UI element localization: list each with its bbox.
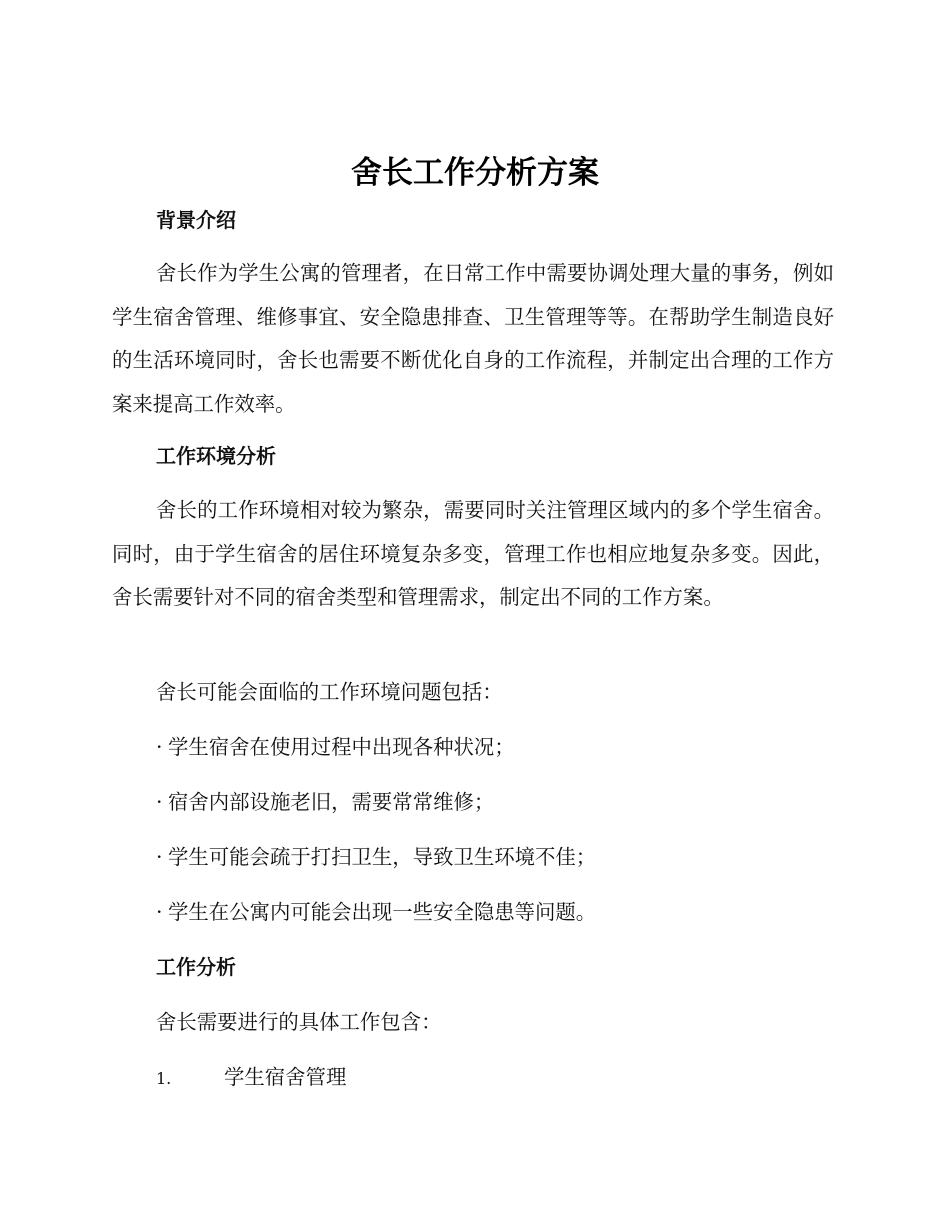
item-text: 学生宿舍管理 (224, 1065, 347, 1089)
list-item (156, 787, 494, 817)
environment-paragraph: 舍长的工作环境相对较为繁杂，需要同时关注管理区域内的多个学生宿舍。同时，由于学生宿舍的居住环境复杂多变，管理工作也相应地复杂多变。因此，舍长需要针对不同的宿舍类型和管理需求，制定出不同的工作方案。 (112, 498, 834, 609)
bullet-mark: · (156, 845, 163, 869)
section-heading-work: 工作分析 (156, 955, 236, 979)
document-title: 舍长工作分析方案 (351, 155, 599, 191)
bullet-mark: · (156, 900, 163, 924)
bullet-text: 宿舍内部设施老旧，需要常常维修； (168, 790, 495, 814)
list-item (156, 897, 596, 927)
list-item (156, 842, 596, 872)
section-heading-environment: 工作环境分析 (156, 444, 276, 468)
section-heading-background: 背景介绍 (156, 208, 236, 232)
bullet-mark: · (156, 735, 163, 759)
item-number: 1. (156, 1069, 172, 1088)
bullet-text: 学生宿舍在使用过程中出现各种状况； (168, 735, 515, 759)
numbered-item (156, 1062, 346, 1094)
background-paragraph: 舍长作为学生公寓的管理者，在日常工作中需要协调处理大量的事务，例如学生宿舍管理、维修事宜、安全隐患排查、卫生管理等等。在帮助学生制造良好的生活环境同时，舍长也需要不断优化自身的工作流程，并制定出合理的工作方案来提高工作效率。 (112, 261, 834, 416)
bullet-text: 学生可能会疏于打扫卫生，导致卫生环境不佳； (168, 845, 597, 869)
work-intro: 舍长需要进行的具体工作包含： (156, 1010, 442, 1034)
environment-intro: 舍长可能会面临的工作环境问题包括： (156, 680, 503, 704)
bullet-text: 学生在公寓内可能会出现一些安全隐患等问题。 (168, 900, 597, 924)
bullet-mark: · (156, 790, 163, 814)
list-item (156, 732, 515, 762)
